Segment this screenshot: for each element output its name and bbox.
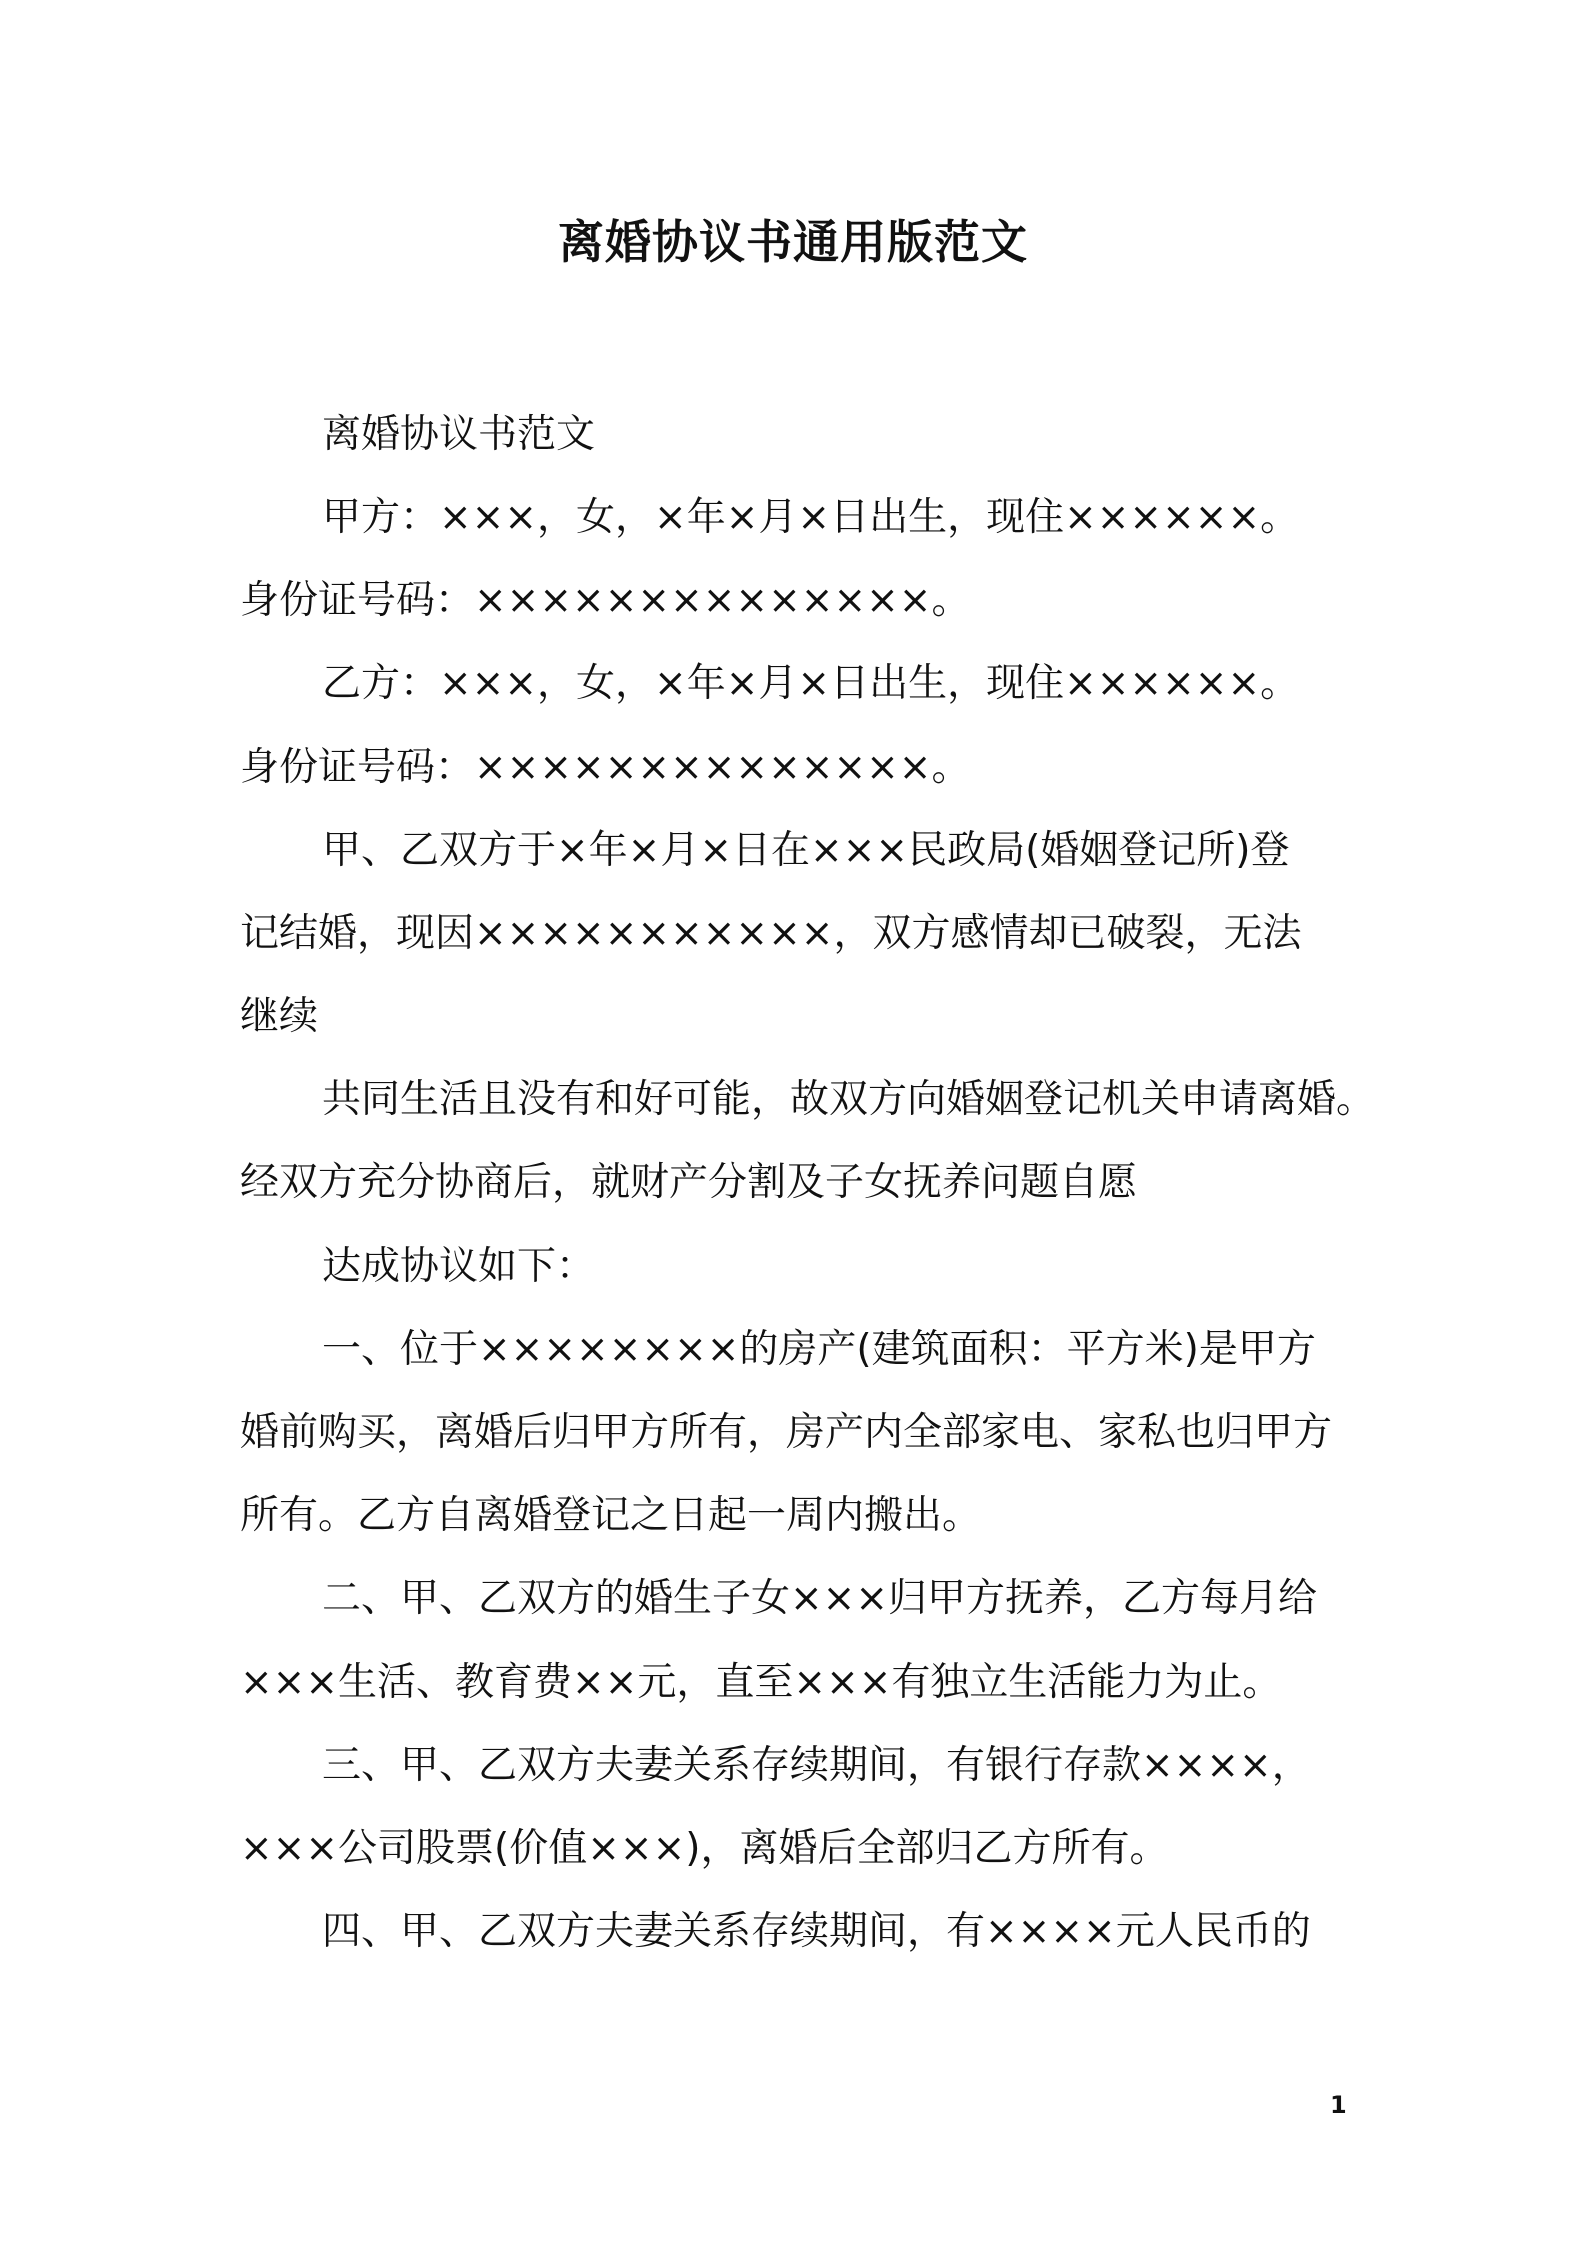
text-line: 三、甲、乙双方夫妻关系存续期间，有银行存款××××，: [322, 1743, 1311, 1788]
text-line: 身份证号码：××××××××××××××。: [240, 578, 971, 623]
text-line: 共同生活且没有和好可能，故双方向婚姻登记机关申请离婚。: [322, 1077, 1376, 1122]
page-number: 1: [1330, 2091, 1347, 2119]
text-line: 婚前购买，离婚后归甲方所有，房产内全部家电、家私也归甲方: [240, 1410, 1333, 1455]
text-line: 经双方充分协商后，就财产分割及子女抚养问题自愿: [240, 1160, 1138, 1205]
text-line: 达成协议如下：: [322, 1244, 596, 1289]
text-line: ×××公司股票(价值×××)，离婚后全部归乙方所有。: [240, 1826, 1169, 1871]
text-line: 身份证号码：××××××××××××××。: [240, 745, 971, 790]
text-line: 二、甲、乙双方的婚生子女×××归甲方抚养，乙方每月给: [322, 1576, 1318, 1621]
text-line: 所有。乙方自离婚登记之日起一周内搬出。: [240, 1493, 982, 1538]
text-line: 记结婚，现因×××××××××××，双方感情却已破裂，无法: [240, 911, 1302, 956]
text-line: 甲方：×××，女，×年×月×日出生，现住××××××。: [322, 495, 1300, 540]
text-line: 甲、乙双方于×年×月×日在×××民政局(婚姻登记所)登: [322, 828, 1290, 873]
text-line: 离婚协议书范文: [322, 412, 596, 457]
text-line: 一、位于××××××××的房产(建筑面积：平方米)是甲方: [322, 1327, 1316, 1372]
text-line: 乙方：×××，女，×年×月×日出生，现住××××××。: [322, 661, 1300, 706]
text-line: ×××生活、教育费××元，直至×××有独立生活能力为止。: [240, 1660, 1282, 1705]
text-line: 继续: [240, 994, 319, 1039]
text-line: 四、甲、乙双方夫妻关系存续期间，有××××元人民币的: [322, 1909, 1311, 1954]
document-title: 离婚协议书通用版范文: [558, 215, 1028, 269]
